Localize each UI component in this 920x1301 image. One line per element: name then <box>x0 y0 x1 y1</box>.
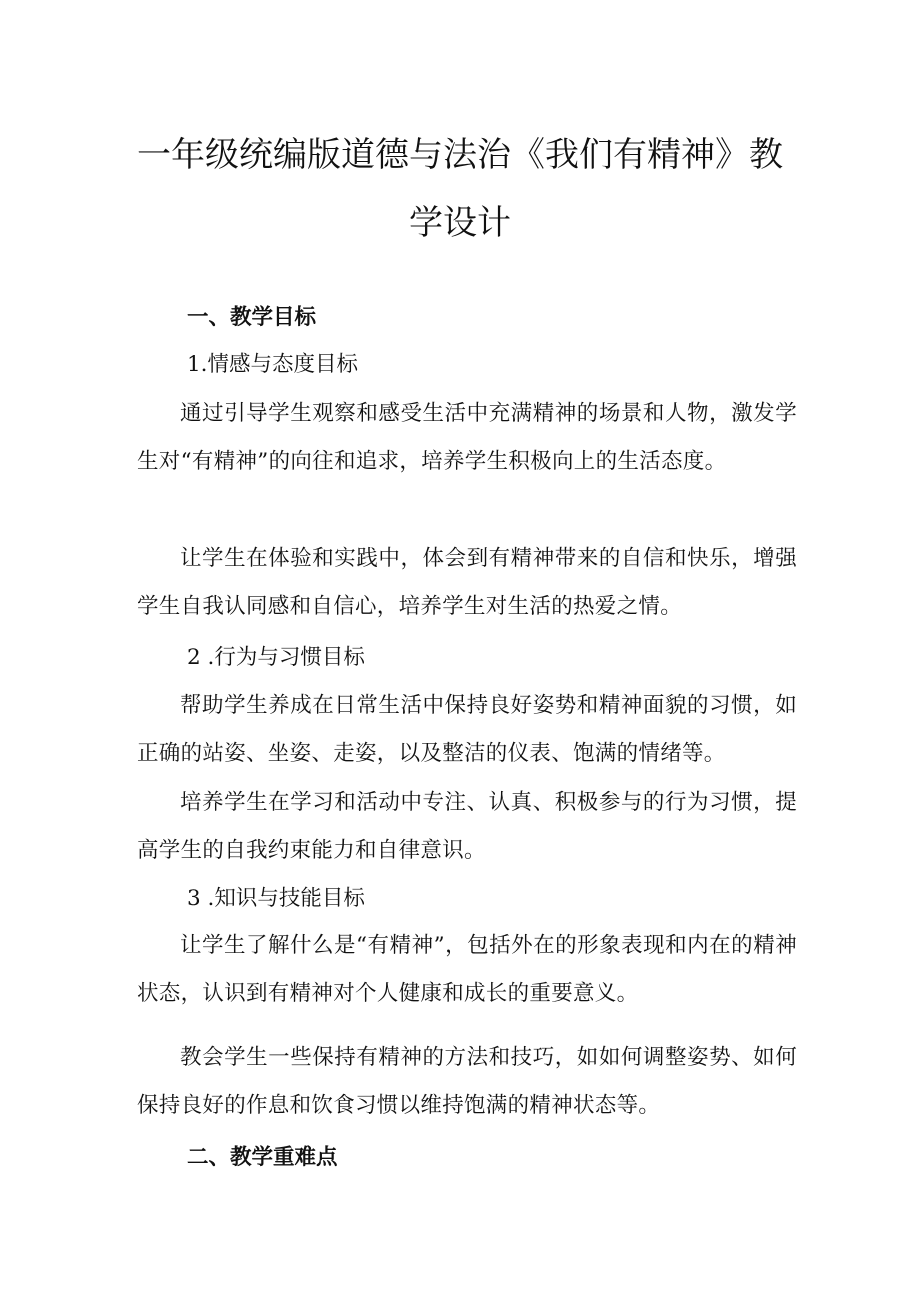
subheading-emotion-attitude: 1.情感与态度目标 <box>187 352 359 377</box>
section-heading-key-difficulties: 二、教学重难点 <box>187 1145 338 1170</box>
paragraph-2: 让学生在体验和实践中，体会到有精神带来的自信和快乐，增强学生自我认同感和自信心，培养学生对生活的热爱之情。 <box>137 546 797 619</box>
subheading-behavior-habit: 2 .行为与习惯目标 <box>187 645 365 670</box>
paragraph-6: 教会学生一些保持有精神的方法和技巧，如如何调整姿势、如何保持良好的作息和饮食习惯以维持饱满的精神状态等。 <box>137 1045 797 1118</box>
paragraph-4: 培养学生在学习和活动中专注、认真、积极参与的行为习惯，提高学生的自我约束能力和自律意识。 <box>137 790 797 863</box>
section-heading-teaching-objectives: 一、教学目标 <box>187 305 317 330</box>
paragraph-3: 帮助学生养成在日常生活中保持良好姿势和精神面貌的习惯，如正确的站姿、坐姿、走姿，以及整洁的仪表、饱满的情绪等。 <box>137 693 797 766</box>
document-title-line-2: 学设计 <box>409 203 511 243</box>
document-title-line-1: 一年级统编版道德与法治《我们有精神》教 <box>137 135 783 175</box>
paragraph-1: 通过引导学生观察和感受生活中充满精神的场景和人物，激发学生对“有精神”的向往和追求，培养学生积极向上的生活态度。 <box>137 401 797 474</box>
subheading-knowledge-skill: 3 .知识与技能目标 <box>187 886 365 911</box>
paragraph-5: 让学生了解什么是“有精神”，包括外在的形象表现和内在的精神状态，认识到有精神对个人健康和成长的重要意义。 <box>137 933 797 1006</box>
